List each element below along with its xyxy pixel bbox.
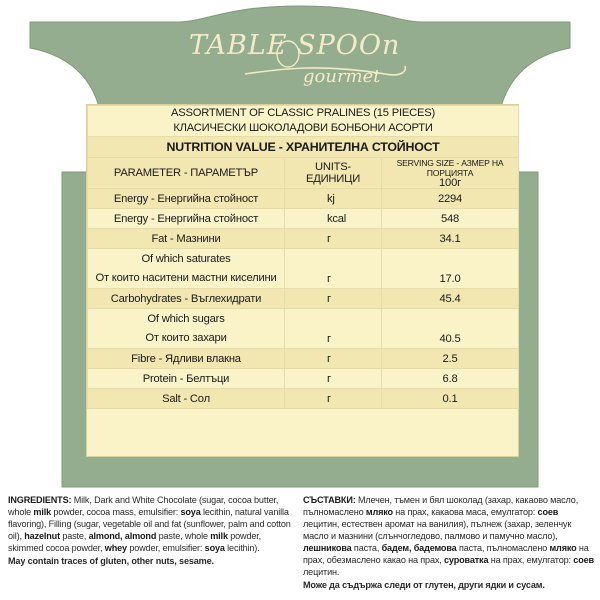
row-value: 548 [382,209,519,229]
row-parameter: Energy - Енергийна стойност [88,209,285,229]
allergen: мляко [365,507,393,517]
ingredients-text: powder, cocoa mass, emulsifier: [51,507,181,517]
row-value: 0.1 [382,389,519,409]
table-row [88,209,519,229]
ingredients-text: powder, skimmed cocoa powder, [8,531,262,553]
row-unit: г [285,389,382,409]
row-value: 2294 [382,189,519,209]
allergen: whey [104,543,127,553]
row-parameter: Protein - Белтъци [88,369,285,389]
ingredients-text: Milk, Dark and White Chocolate (sugar, cocoa butter, whole [8,495,279,517]
allergen: hazelnut [24,531,60,541]
ingredients-text: на прах, обезмаслено какао на прах, [303,543,589,565]
allergen: мляко [549,543,577,553]
nutrition-heading: NUTRITION VALUE - ХРАНИТЕЛНА СТОЙНОСТ [88,137,519,158]
column-header-serving [382,158,519,189]
ingredients-text: powder, emulsifier: [126,543,205,553]
row-unit: kcal [285,209,382,229]
brand-tagline: gourmet [303,66,381,87]
row-value: 34.1 [382,229,519,249]
nutrition-table [87,105,519,409]
allergen: бадем, бадемова [381,543,457,553]
row-parameter-en: Of which sugars [147,312,225,325]
brand-logo [185,28,415,102]
table-row [88,229,519,249]
table-row [88,389,519,409]
ingredients-label: СЪСТАВКИ: [303,495,356,505]
table-row [88,289,519,309]
allergen: соев [573,555,594,565]
traces-warning: May contain traces of gluten, other nuts, sesame. [8,556,214,566]
serving-size-label: SERVING SIZE - АЗМЕР НА ПОРЦИЯТА [396,158,504,178]
ingredients-text: paste, [59,531,89,541]
row-unit: г [285,309,382,349]
row-parameter-bg: От които захари [145,331,227,344]
product-title-bg: КЛАСИЧЕСКИ ШОКОЛАДОВИ БОНБОНИ АСОРТИ [173,122,433,134]
row-parameter: Salt - Сол [88,389,285,409]
row-unit: kj [285,189,382,209]
allergen: soya [204,543,225,553]
table-row [88,309,519,349]
ingredients-label: INGREDIENTS: [8,495,72,505]
ingredients-en [8,494,298,567]
row-value: 6.8 [382,369,519,389]
serving-size-value: 100г [439,177,461,189]
column-header-units: UNITS-ЕДИНИЦИ [285,158,382,189]
row-unit: г [285,289,382,309]
row-value: 17.0 [382,249,519,289]
traces-warning: Може да съдържа следи от глутен, други ядки и сусам. [303,580,545,590]
ingredients-text: Млечен, тъмен и бял шоколад (захар, какаово масло, пълномаслено [303,495,579,517]
row-value: 40.5 [382,309,519,349]
ingredients-text: на прах, какаова маса, емулгатор: [392,507,538,517]
nutrition-panel [86,104,519,457]
row-value: 45.4 [382,289,519,309]
column-header-parameter: PARAMETER - ПАРАМЕТЪР [88,158,285,189]
row-unit: г [285,229,382,249]
ingredients-text: lecithin, natural vanilla flavoring), Filling (sugar, vegetable oil and fat (sunflower, palm and cotton oil), [8,507,291,541]
allergen: лешникова [303,543,352,553]
row-parameter: Fibre - Ядливи влакна [88,349,285,369]
row-unit: г [285,369,382,389]
ingredients-text: лецитин, естествен аромат на ванилия), пълнеж (захар, зеленчук масло и мазнини (слънчогледово, палмово и памучно масло), [303,519,572,541]
row-parameter: Energy - Енергийна стойност [88,189,285,209]
row-unit: г [285,349,382,369]
ingredients-text: lecithin). [224,543,260,553]
row-parameter-en: Of which saturates [141,252,231,265]
allergen: almond, almond [88,531,157,541]
table-row [88,249,519,289]
row-parameter: Carbohydrates - Въглехидрати [88,289,285,309]
row-unit: г [285,249,382,289]
ingredients-text: паста, пълномаслено [456,543,550,553]
ingredients-text: на прах, емулгатор: [488,555,574,565]
allergen: соев [537,507,559,517]
row-parameter: Fat - Мазнини [88,229,285,249]
table-row [88,349,519,369]
brand-name: TABLE SPOOn [189,30,401,61]
product-title-en: ASSORTMENT OF CLASSIC PRALINES (15 PIECES) [170,107,436,119]
ingredients-text: paste, whole [156,531,211,541]
ingredients-bg [303,494,595,591]
table-row [88,189,519,209]
table-row [88,369,519,389]
product-title [88,106,519,137]
row-parameter [88,249,285,289]
allergen: суроватка [444,555,489,565]
row-parameter [88,309,285,349]
ingredients-text: лецитин. [303,567,340,577]
ingredients-text: паста, [351,543,382,553]
allergen: milk [33,507,51,517]
row-parameter-bg: От които наситени мастни киселини [95,271,277,284]
row-value: 2.5 [382,349,519,369]
allergen: soya [180,507,201,517]
allergen: milk [210,531,228,541]
